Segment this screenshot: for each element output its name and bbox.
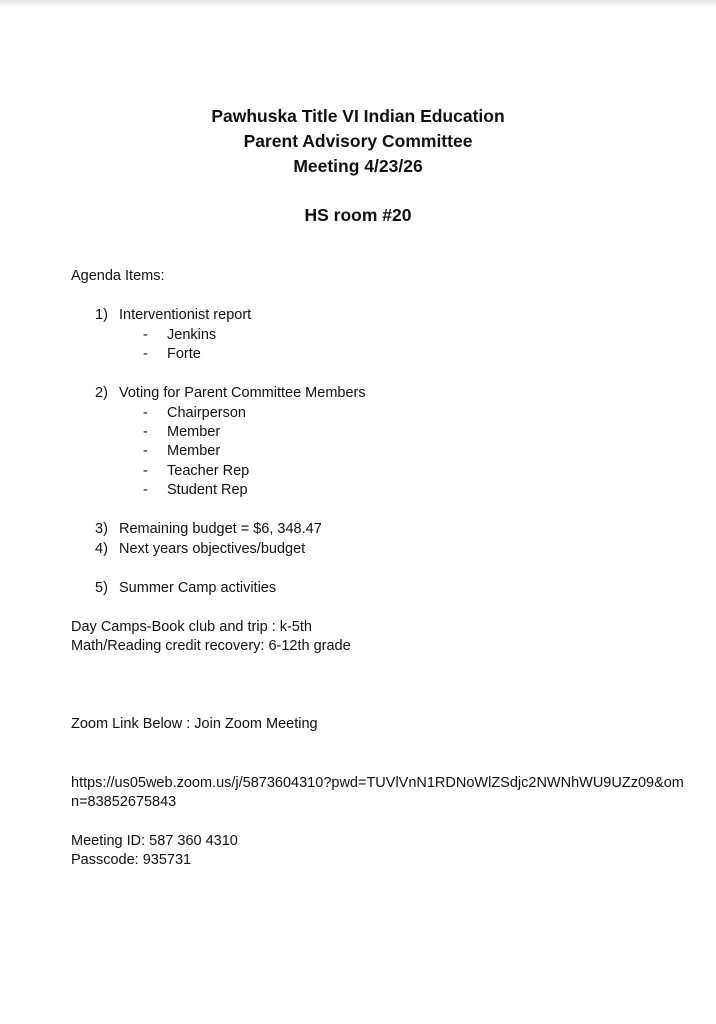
title-line-2: Parent Advisory Committee — [243, 131, 473, 151]
agenda-item-1-sub-1: Jenkins — [167, 327, 217, 343]
bullet-dash: - — [143, 463, 148, 479]
agenda-item-4-number: 4) — [95, 541, 108, 557]
agenda-item-2-label: Voting for Parent Committee Members — [119, 385, 366, 401]
agenda-item-1-sub-2: Forte — [167, 346, 201, 362]
bullet-dash: - — [143, 346, 148, 362]
agenda-item-5-number: 5) — [95, 580, 108, 596]
title-meeting-date: Meeting 4/23/26 — [293, 156, 423, 176]
title-room: HS room #20 — [304, 205, 412, 225]
zoom-passcode: Passcode: 935731 — [71, 852, 192, 868]
agenda-item-3-number: 3) — [95, 521, 108, 537]
credit-recovery-line: Math/Reading credit recovery: 6-12th grade — [71, 638, 351, 654]
bullet-dash: - — [143, 327, 148, 343]
bullet-dash: - — [143, 424, 148, 440]
agenda-item-2-number: 2) — [95, 385, 108, 401]
bullet-dash: - — [143, 482, 148, 498]
bullet-dash: - — [143, 443, 148, 459]
agenda-item-4-label: Next years objectives/budget — [119, 541, 306, 557]
agenda-item-2-sub-4: Teacher Rep — [167, 463, 250, 479]
agenda-item-2-sub-3: Member — [167, 443, 221, 459]
zoom-meeting-id: Meeting ID: 587 360 4310 — [71, 833, 238, 849]
agenda-item-3-label: Remaining budget = $6, 348.47 — [119, 521, 322, 537]
agenda-heading: Agenda Items: — [71, 268, 165, 284]
agenda-item-1-number: 1) — [95, 307, 108, 323]
title-line-1: Pawhuska Title VI Indian Education — [211, 106, 505, 126]
bullet-dash: - — [143, 405, 148, 421]
zoom-intro: Zoom Link Below : Join Zoom Meeting — [71, 716, 318, 732]
agenda-item-2-sub-2: Member — [167, 424, 221, 440]
agenda-item-2-sub-1: Chairperson — [167, 405, 246, 421]
agenda-item-5-label: Summer Camp activities — [119, 580, 277, 596]
zoom-link[interactable]: https://us05web.zoom.us/j/5873604310?pwd=TUVlVnN1RDNoWlZSdjc2NWNhWU9UZz09&om — [71, 775, 684, 791]
day-camps-line: Day Camps-Book club and trip : k-5th — [71, 619, 312, 635]
agenda-item-2-sub-5: Student Rep — [167, 482, 248, 498]
zoom-link-continuation[interactable]: n=83852675843 — [71, 794, 177, 810]
agenda-item-1-label: Interventionist report — [119, 307, 252, 323]
